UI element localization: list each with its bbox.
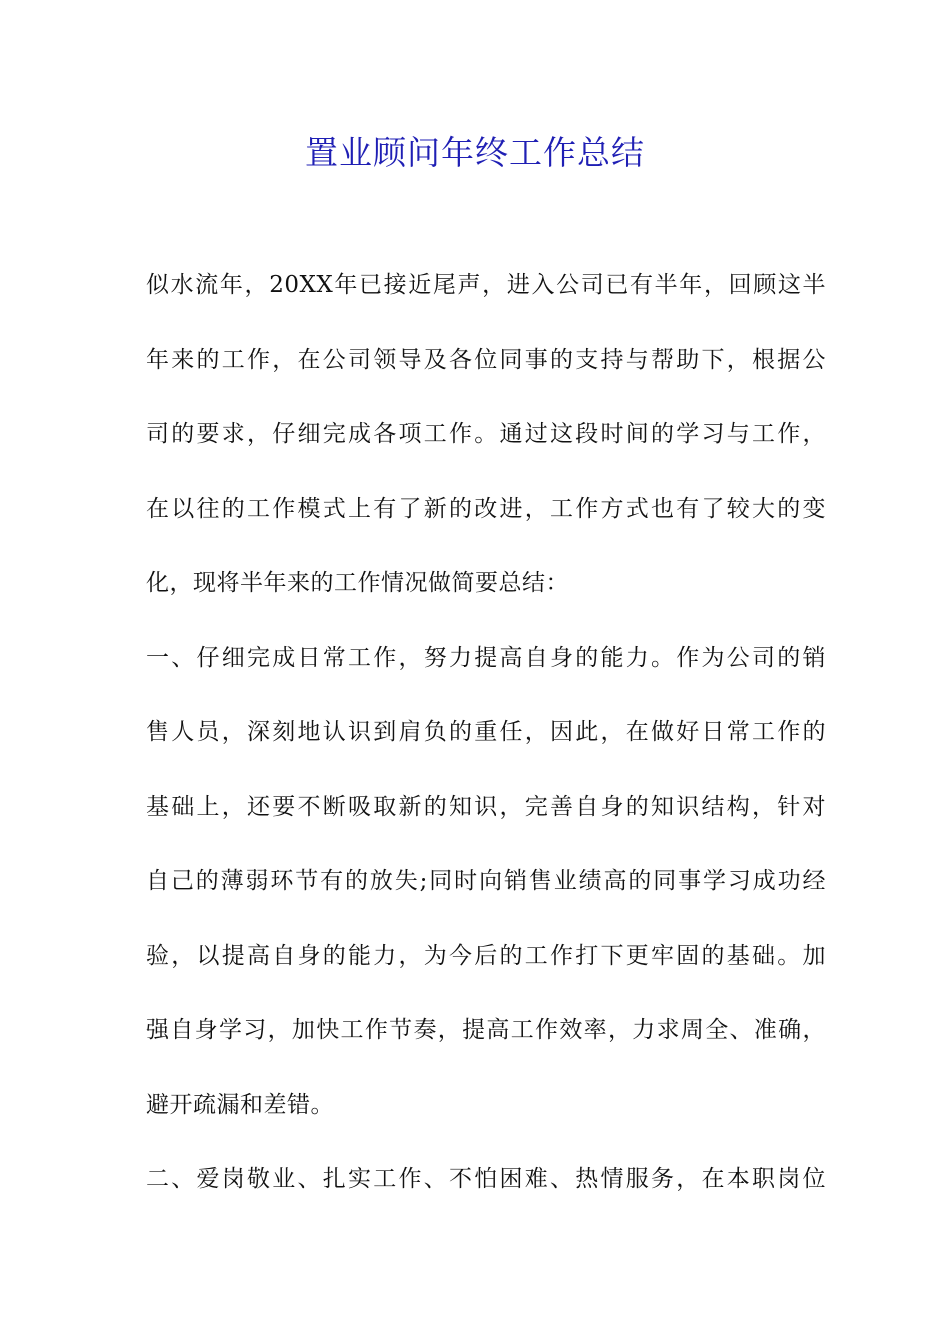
body-line-4: 在以往的工作模式上有了新的改进，工作方式也有了较大的变 (146, 495, 826, 522)
body-line-13: 二、爱岗敬业、扎实工作、不怕困难、热情服务，在本职岗位 (146, 1166, 826, 1192)
body-line-6: 一、仔细完成日常工作，努力提高自身的能力。作为公司的销 (146, 644, 826, 671)
body-line-12: 避开疏漏和差错。 (146, 1091, 334, 1118)
body-line-5: 化，现将半年来的工作情况做简要总结： (146, 570, 569, 596)
body-line-3: 司的要求，仔细完成各项工作。通过这段时间的学习与工作， (146, 421, 826, 447)
body-line-10: 验，以提高自身的能力，为今后的工作打下更牢固的基础。加 (146, 942, 826, 969)
body-line-8: 基础上，还要不断吸取新的知识，完善自身的知识结构，针对 (146, 793, 826, 820)
body-line-7: 售人员，深刻地认识到肩负的重任，因此，在做好日常工作的 (146, 719, 826, 745)
body-line-1: 似水流年，20XX年已接近尾声，进入公司已有半年，回顾这半 (146, 272, 826, 298)
page-title: 置业顾问年终工作总结 (305, 133, 645, 172)
body-line-11: 强自身学习，加快工作节奏，提高工作效率，力求周全、准确， (146, 1017, 826, 1043)
document-body (146, 260, 826, 1229)
body-line-2: 年来的工作，在公司领导及各位同事的支持与帮助下，根据公 (146, 346, 826, 373)
body-line-9: 自己的薄弱环节有的放失;同时向销售业绩高的同事学习成功经 (146, 868, 826, 894)
